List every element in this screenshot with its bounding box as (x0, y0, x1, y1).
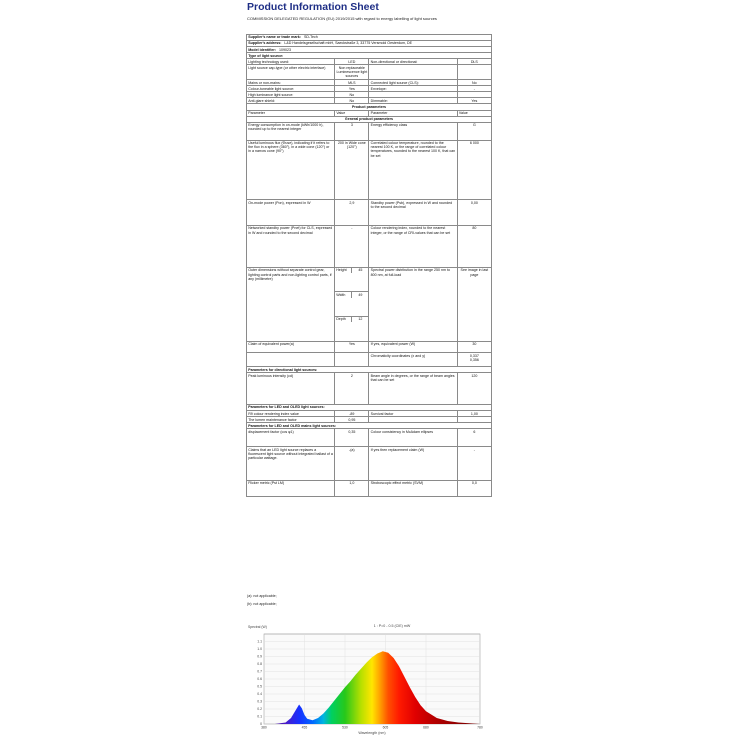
chromaticity-value: 0,337 0,356 (457, 353, 491, 367)
parameter-value: - (457, 447, 491, 481)
parameter-label: Envelope: (369, 86, 457, 92)
x-tick-label: 605 (382, 725, 389, 730)
parameter-label: If yes, equivalent power (W) (369, 341, 457, 353)
y-tick-label: 0.8 (257, 662, 262, 667)
parameter-value: 120 (457, 373, 491, 405)
page-title: Product Information Sheet (247, 1, 379, 13)
table-row (247, 140, 492, 200)
parameter-value: 6 000 (457, 140, 491, 200)
chromaticity-row (247, 353, 492, 367)
field-label: Model identifier: (248, 47, 276, 52)
regulation-text: COMMISSION DELEGATED REGULATION (EU) 2019/2015 with regard to energy labelling of light sources (247, 16, 437, 21)
y-axis-label: Spectral (W) (248, 625, 267, 629)
table-row (247, 447, 492, 481)
parameter-value: Yes (457, 98, 491, 104)
parameter-value: 0,00 (457, 200, 491, 226)
parameter-value: LED (335, 59, 369, 65)
field-value: L&D Handelsgesellschaft mbH, Saeckstraße 3, 33775 Versmold Oesterdum, DE (284, 41, 413, 46)
section-header-label: General product parameters (247, 116, 492, 122)
field-label: Supplier's name or trade mark: (248, 35, 301, 40)
parameter-value: G (457, 122, 491, 140)
parameter-label: Colour rendering index, rounded to the nearest integer, or the range of CRI-values that can be set (369, 226, 457, 268)
column-header: Value (335, 110, 369, 116)
parameter-value: 3 (335, 122, 369, 140)
parameter-value: MLS (335, 80, 369, 86)
parameter-label: Colour consistency in McAdam ellipses (369, 429, 457, 447)
dimension-cell (335, 317, 369, 342)
spectral-power-chart (244, 612, 494, 736)
parameter-label: Stroboscopic effect metric (SVM) (369, 480, 457, 496)
field-label: Supplier's address: (248, 41, 282, 46)
section-header-label: Product parameters (247, 104, 492, 110)
table-row (247, 429, 492, 447)
parameter-value: 200 in Wide cone (120°) (335, 140, 369, 200)
parameter-value: Yes (335, 86, 369, 92)
section-header-label: Parameters for LED and OLED mains light sources: (247, 423, 492, 429)
y-tick-label: 0.1 (257, 714, 262, 719)
table-row (247, 65, 492, 80)
field-value: 109023 (278, 47, 291, 52)
parameter-value: 0,95 (335, 417, 369, 423)
parameter-label: Lighting technology used: (247, 59, 335, 65)
parameter-label: Networked standby power (Pnet) for CLS, expressed in W and rounded to the second decimal (247, 226, 335, 268)
y-tick-label: 0.6 (257, 677, 262, 682)
parameter-value: -(a) (335, 447, 369, 481)
empty-cell (335, 353, 369, 367)
parameter-value: -89 (335, 411, 369, 417)
y-tick-label: 0.5 (257, 684, 262, 689)
spectral-distribution-value: See image in last page (457, 267, 491, 341)
dimension-value: 12 (358, 317, 363, 322)
section-header-label: Parameters for directional light sources: (247, 367, 492, 373)
table-row (247, 226, 492, 268)
parameter-label: Claim of equivalent power(a) (247, 341, 335, 353)
table-row (247, 341, 492, 353)
parameter-value: 80 (457, 226, 491, 268)
x-tick-label: 380 (261, 725, 267, 730)
product-information-sheet (244, 0, 494, 736)
y-tick-label: 0.7 (257, 669, 262, 674)
section-header-label: Parameters for LED and OLED light sources: (247, 405, 492, 411)
spectral-distribution-label: Spectral power distribution in the range 250 nm to 800 nm, at full-load (369, 267, 457, 341)
parameter-label: Survival factor (369, 411, 457, 417)
table-row (247, 373, 492, 405)
dimension-row (247, 267, 492, 292)
dimension-value: 45 (358, 268, 363, 273)
parameter-label: Anti-glare shield: (247, 98, 335, 104)
parameter-value: No (335, 92, 369, 98)
parameter-value: No (457, 80, 491, 86)
parameter-label: Energy consumption in on-mode (kWh/1000 h), rounded up to the nearest integer (247, 122, 335, 140)
parameter-label: High luminance light source: (247, 92, 335, 98)
parameter-value: 2 (335, 373, 369, 405)
parameter-value: 2,9 (335, 200, 369, 226)
parameter-label: Light source cap-type (or other electric interface) (247, 65, 335, 80)
dimension-name: Width (335, 292, 352, 297)
chart-subtitle: 1 : P=0 - 0.5 (CIE) mW (373, 624, 411, 628)
parameter-label: Useful luminous flux (Φuse), indicating if it refers to the flux in a sphere (360°), in a wide cone (120°) or in a narrow cone (90°) (247, 140, 335, 200)
parameter-label: The lumen maintenance factor (247, 417, 335, 423)
parameter-label: displacement factor (cos φ1) (247, 429, 335, 447)
parameter-label: Mains or non-mains: (247, 80, 335, 86)
section-header-label: Type of light source: (247, 53, 492, 59)
parameter-value (457, 65, 491, 80)
pis-table (246, 34, 492, 497)
dimension-cell (335, 267, 369, 292)
parameter-label: R9 colour rendering index value (247, 411, 335, 417)
y-tick-label: 0 (260, 722, 262, 727)
parameter-value: 0,0 (457, 480, 491, 496)
y-tick-label: 0.9 (257, 654, 262, 659)
parameter-value: 0,35 (335, 429, 369, 447)
dimension-name: Height (335, 268, 352, 273)
parameter-label: Peak luminous intensity (cd) (247, 373, 335, 405)
parameter-label: Connected light source (CLS): (369, 80, 457, 86)
empty-cell (247, 353, 335, 367)
parameter-value: Yes (335, 341, 369, 353)
parameter-label: Claims that an LED light source replaces a fluorescent light source without integrated ballast of a particular wattage. (247, 447, 335, 481)
column-header: Parameter (247, 110, 335, 116)
y-tick-label: 0.2 (257, 707, 262, 712)
y-tick-label: 0.4 (257, 692, 262, 697)
parameter-label: Dimmable: (369, 98, 457, 104)
dimensions-label: Outer dimensions without separate control gear, lighting control parts and non-lighting control parts, if any (millimetre) (247, 267, 335, 341)
dimension-name: Depth (335, 317, 352, 322)
parameter-label: Colour-tuneable light source: (247, 86, 335, 92)
parameter-value: - (335, 226, 369, 268)
table-row (247, 200, 492, 226)
dimension-cell (335, 292, 369, 317)
field-value: SD-Tech (303, 35, 318, 40)
parameter-value: - (457, 86, 491, 92)
parameter-value: 6 (457, 429, 491, 447)
parameter-value: No (335, 98, 369, 104)
column-header: Parameter (369, 110, 457, 116)
x-tick-label: 680 (423, 725, 429, 730)
parameter-label: If yes then replacement claim (W) (369, 447, 457, 481)
column-header: Value (457, 110, 491, 116)
footnote-b: (b): not applicable; (247, 602, 277, 606)
table-row (247, 122, 492, 140)
y-tick-label: 0.3 (257, 699, 262, 704)
parameter-value: 30 (457, 341, 491, 353)
x-tick-label: 780 (477, 725, 483, 730)
y-tick-label: 1.0 (257, 647, 262, 652)
parameter-label: Non-directional or directional: (369, 59, 457, 65)
x-axis-label: Wavelength (nm) (358, 731, 386, 735)
parameter-value: 1,0 (335, 480, 369, 496)
footnote-a: (a): not applicable; (247, 594, 277, 598)
parameter-value: Non replaceable Luminescence light sources (336, 65, 368, 79)
dimension-value: 49 (358, 292, 363, 297)
table-row (247, 480, 492, 496)
parameter-value: DLS (457, 59, 491, 65)
parameter-label: Energy efficiency class (369, 122, 457, 140)
parameter-label: Correlated colour temperature, rounded to the nearest 100 K, or the range of correlated colour temperatures, rounded to the nearest 100 K, that can be set (369, 140, 457, 200)
parameter-label (369, 65, 457, 80)
parameter-label: On-mode power (Pon), expressed in W (247, 200, 335, 226)
parameter-label: Flicker metric (Pst LM) (247, 480, 335, 496)
parameter-label: Chromaticity coordinates (x and y) (369, 353, 457, 367)
y-tick-label: 1.1 (257, 639, 262, 644)
x-tick-label: 530 (342, 725, 348, 730)
parameter-label: Beam angle in degrees, or the range of beam angles that can be set (369, 373, 457, 405)
x-tick-label: 455 (301, 725, 308, 730)
parameter-label: Standby power (Psb), expressed in W and rounded to the second decimal (369, 200, 457, 226)
parameter-value: 1,00 (457, 411, 491, 417)
